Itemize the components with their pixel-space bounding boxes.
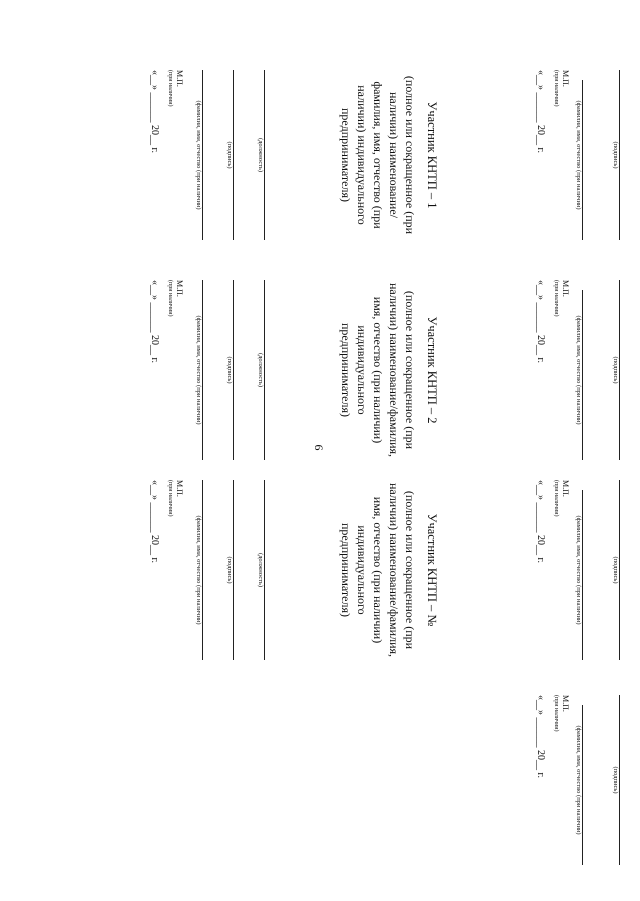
date-line: «__» ______ 20__ г. bbox=[535, 480, 546, 563]
page-number: 9 bbox=[311, 444, 326, 451]
signature-caption: (подпись) bbox=[226, 141, 233, 169]
signature-line bbox=[619, 695, 620, 865]
date-line: «__» ______ 20__ г. bbox=[535, 70, 546, 153]
name-caption: (фамилия, имя, отчество (при наличии) bbox=[575, 100, 582, 210]
signature-line bbox=[233, 280, 234, 460]
name-caption: (фамилия, имя, отчество (при наличии) bbox=[575, 315, 582, 425]
date-line: «__» ______ 20__ г. bbox=[149, 70, 160, 153]
participant-1 bbox=[338, 75, 440, 235]
date-line: «__» ______ 20__ г. bbox=[149, 280, 160, 363]
lines-block-1 bbox=[148, 70, 265, 240]
name-line bbox=[202, 70, 203, 240]
if-available-label: (при наличии) bbox=[553, 695, 559, 732]
lines-block-3 bbox=[148, 480, 265, 660]
name-line bbox=[202, 480, 203, 660]
participant-description: (полное или сокращенное (при наличии) наименование/фамилия, имя, отчество (при наличии) индивидуального предпринимателя) bbox=[339, 282, 417, 458]
lines-block-2 bbox=[148, 280, 265, 460]
if-available-label: (при наличии) bbox=[553, 70, 559, 107]
name-line bbox=[582, 290, 583, 460]
signature-line bbox=[233, 70, 234, 240]
signature-caption: (подпись) bbox=[612, 356, 619, 384]
date-line: «__» ______ 20__ г. bbox=[149, 480, 160, 563]
participant-title: Участник КНТП – 1 bbox=[425, 101, 439, 209]
name-line bbox=[582, 80, 583, 240]
signature-line bbox=[619, 480, 620, 660]
stamp-label: М.П. bbox=[561, 480, 570, 497]
name-line bbox=[202, 280, 203, 460]
participant-title: Участник КНТП – 2 bbox=[425, 316, 439, 424]
position-line bbox=[264, 480, 265, 660]
participant-2 bbox=[338, 280, 440, 460]
sign-block-2 bbox=[534, 280, 620, 460]
name-caption: (фамилия, имя, отчество (при наличии) bbox=[575, 725, 582, 835]
stamp-label: М.П. bbox=[175, 280, 184, 297]
position-line bbox=[264, 280, 265, 460]
signature-line bbox=[233, 480, 234, 660]
stamp-label: М.П. bbox=[561, 70, 570, 87]
name-line bbox=[582, 705, 583, 865]
sign-block-4 bbox=[534, 695, 620, 865]
signature-caption: (подпись) bbox=[612, 141, 619, 169]
position-caption: (должность) bbox=[257, 352, 264, 388]
if-available-label: (при наличии) bbox=[167, 70, 173, 107]
if-available-label: (при наличии) bbox=[167, 480, 173, 517]
name-caption: (фамилия, имя, отчество (при наличии) bbox=[195, 315, 202, 425]
stamp-label: М.П. bbox=[561, 695, 570, 712]
date-line: «__» ______ 20__ г. bbox=[535, 280, 546, 363]
signature-line bbox=[619, 280, 620, 460]
date-line: «__» ______ 20__ г. bbox=[535, 695, 546, 778]
participant-3 bbox=[338, 480, 440, 660]
position-caption: (должность) bbox=[257, 137, 264, 173]
name-line bbox=[582, 490, 583, 660]
name-caption: (фамилия, имя, отчество (при наличии) bbox=[195, 515, 202, 625]
signature-line bbox=[619, 70, 620, 240]
if-available-label: (при наличии) bbox=[553, 280, 559, 317]
stamp-label: М.П. bbox=[175, 70, 184, 87]
stamp-label: М.П. bbox=[175, 480, 184, 497]
stamp-label: М.П. bbox=[561, 280, 570, 297]
position-line bbox=[264, 70, 265, 240]
signature-caption: (подпись) bbox=[612, 766, 619, 794]
if-available-label: (при наличии) bbox=[553, 480, 559, 517]
sign-block-1 bbox=[534, 70, 620, 240]
name-caption: (фамилия, имя, отчество (при наличии) bbox=[575, 515, 582, 625]
sign-block-3 bbox=[534, 480, 620, 660]
signature-caption: (подпись) bbox=[226, 356, 233, 384]
participant-title: Участник КНТП – № bbox=[425, 513, 439, 627]
position-caption: (должность) bbox=[257, 552, 264, 588]
signature-caption: (подпись) bbox=[612, 556, 619, 584]
participant-description: (полное или сокращенное (при наличии) наименование/фамилия, имя, отчество (при наличии) индивидуального предпринимателя) bbox=[339, 75, 417, 235]
if-available-label: (при наличии) bbox=[167, 280, 173, 317]
name-caption: (фамилия, имя, отчество (при наличии) bbox=[195, 100, 202, 210]
participant-description: (полное или сокращенное (при наличии) наименование/фамилия, имя, отчество (при наличии) индивидуального предпринимателя) bbox=[339, 482, 417, 658]
signature-caption: (подпись) bbox=[226, 556, 233, 584]
